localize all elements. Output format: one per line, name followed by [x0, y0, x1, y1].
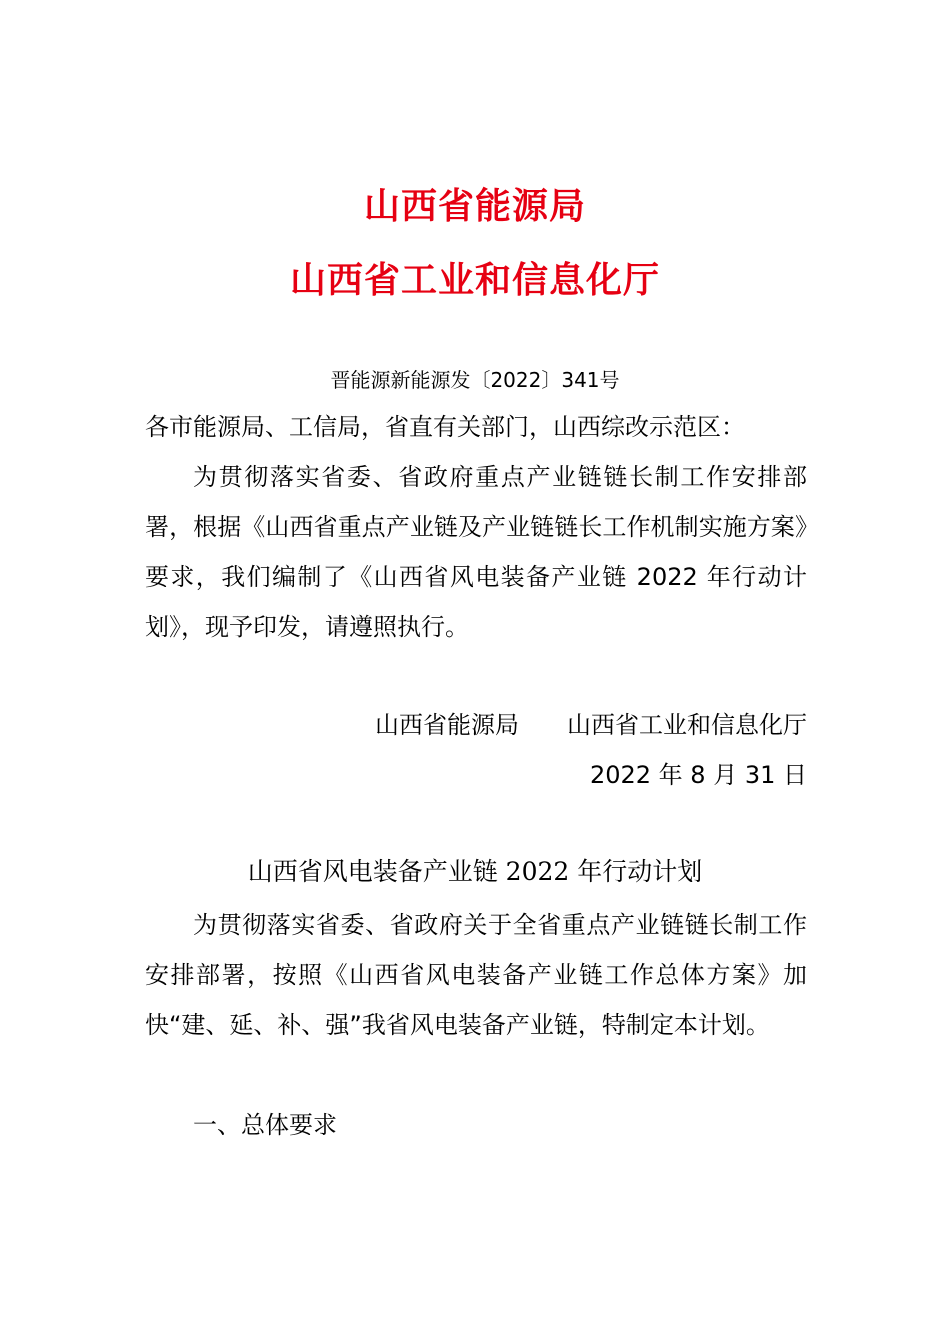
plan-intro-paragraph: 为贯彻落实省委、省政府关于全省重点产业链链长制工作安排部署，按照《山西省风电装备产业链工作总体方案》加快“建、延、补、强”我省风电装备产业链，特制定本计划。 — [145, 911, 807, 1039]
document-number: 晋能源新能源发〔2022〕341号 — [330, 368, 620, 392]
issuer-title-energy-bureau: 山西省能源局 — [363, 186, 586, 227]
notice-body-paragraph: 为贯彻落实省委、省政府重点产业链链长制工作安排部署，根据《山西省重点产业链及产业链链长工作机制实施方案》要求，我们编制了《山西省风电装备产业链 2022 年行动计划》，现予印发，请遵照执行。 — [145, 463, 807, 641]
notice-body — [145, 452, 807, 652]
plan-title: 山西省风电装备产业链 2022 年行动计划 — [247, 857, 703, 886]
addressee-line: 各市能源局、工信局，省直有关部门，山西综改示范区： — [145, 413, 745, 441]
signature-block — [375, 700, 807, 750]
issue-date: 2022 年 8 月 31 日 — [589, 761, 807, 789]
plan-intro — [145, 900, 807, 1050]
signer-energy-bureau: 山西省能源局 — [375, 711, 519, 739]
signer-industry-department: 山西省工业和信息化厅 — [567, 711, 807, 739]
issuer-title-industry-department: 山西省工业和信息化厅 — [289, 260, 660, 301]
section-heading-overall-requirements: 一、总体要求 — [193, 1111, 337, 1139]
